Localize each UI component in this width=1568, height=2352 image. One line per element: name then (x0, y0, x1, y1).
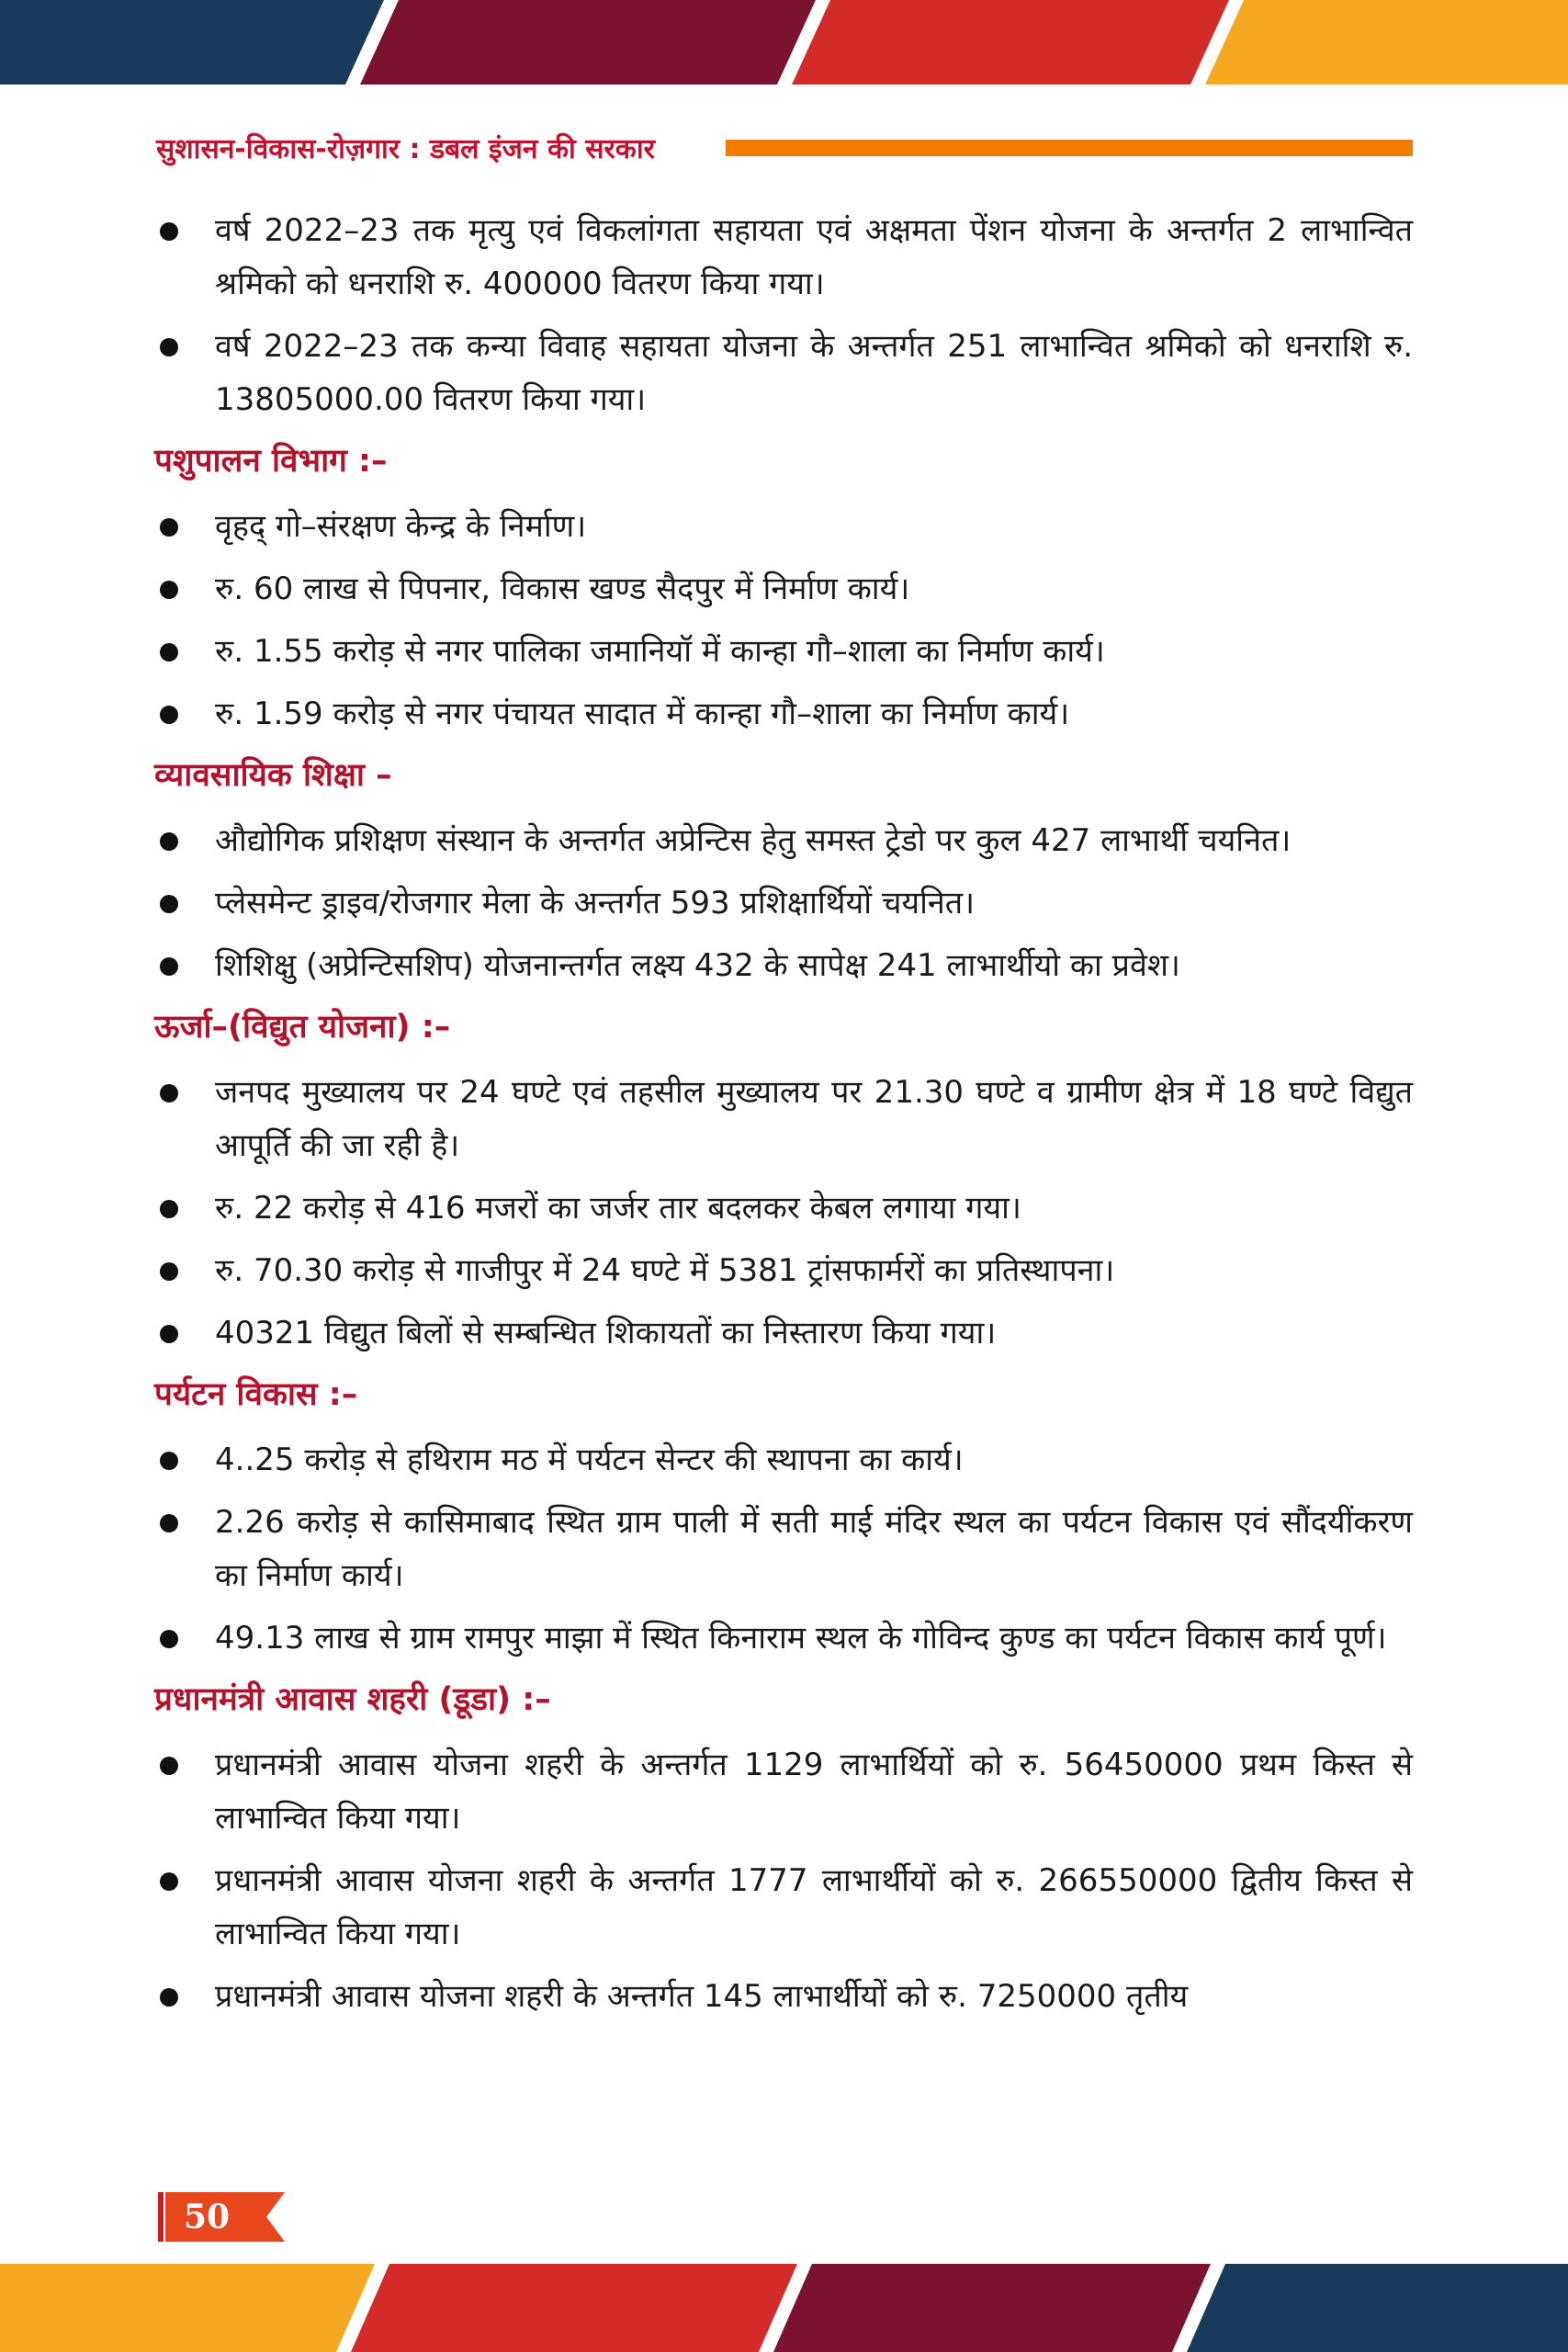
bullet-item (154, 1738, 1413, 1845)
bullet-dot-icon (160, 957, 178, 976)
bullet-dot-icon (160, 706, 178, 724)
bullet-dot-icon (160, 643, 178, 662)
section-heading: प्रधानमंत्री आवास शहरी (डूडा) :– (154, 1681, 551, 1718)
bullet-dot-icon (160, 895, 178, 913)
bullet-text: प्रधानमंत्री आवास योजना शहरी के अन्तर्गत 1129 लाभार्थियों को रु. 56450000 प्रथम किस्त से लाभान्वित किया गया। (215, 1747, 1413, 1837)
bullet-text: रु. 70.30 करोड़ से गाजीपुर में 24 घण्टे में 5381 ट्रांसफार्मरों का प्रतिस्थापना। (215, 1252, 1115, 1289)
running-header (156, 129, 1413, 167)
bullet-dot-icon (160, 1325, 178, 1343)
bullet-dot-icon (160, 1757, 178, 1775)
bullet-dot-icon (160, 1872, 178, 1891)
section-heading: व्यावसायिक शिक्षा – (154, 757, 392, 794)
bullet-text: 4..25 करोड़ से हथिराम मठ में पर्यटन सेन्टर की स्थापना का कार्य। (215, 1442, 964, 1478)
bullet-item (154, 1970, 1413, 2023)
bullet-text: जनपद मुख्यालय पर 24 घण्टे एवं तहसील मुख्यालय पर 21.30 घण्टे व ग्रामीण क्षेत्र में 18 घण्टे विद्युत आपूर्ति की जा रही है। (215, 1074, 1413, 1164)
bullet-dot-icon (160, 222, 178, 241)
bullet-text: रु. 1.59 करोड़ से नगर पंचायत सादात में कान्हा गौ–शाला का निर्माण कार्य। (215, 695, 1070, 732)
bullet-text: रु. 60 लाख से पिपनार, विकास खण्ड सैदपुर में निर्माण कार्य। (215, 571, 910, 607)
bullet-dot-icon (160, 832, 178, 851)
bullet-item (154, 1066, 1413, 1172)
top-decorative-band (0, 0, 1568, 85)
bullet-text: 40321 विद्युत बिलों से सम्बन्धित शिकायतों का निस्तारण किया गया। (215, 1315, 997, 1351)
bullet-item (154, 1306, 1413, 1360)
page-number: 50 (184, 2198, 231, 2236)
bullet-dot-icon (160, 1630, 178, 1648)
bullet-text: प्लेसमेन्ट ड्राइव/रोजगार मेला के अन्तर्गत 593 प्रशिक्षार्थियों चयनित। (215, 885, 976, 922)
bullet-dot-icon (160, 338, 178, 356)
bullet-dot-icon (160, 581, 178, 599)
bullet-item (154, 320, 1413, 426)
bullet-text: औद्योगिक प्रशिक्षण संस्थान के अन्तर्गत अप्रेन्टिस हेतु समस्त ट्रेडो पर कुल 427 लाभार्थी चयनित। (215, 822, 1292, 859)
bullet-item (154, 876, 1413, 930)
bullet-item (154, 625, 1413, 678)
bullet-item (154, 1496, 1413, 1602)
section-heading: पशुपालन विभाग :– (154, 443, 388, 480)
bullet-dot-icon (160, 1262, 178, 1281)
header-rule (726, 140, 1413, 156)
bullet-dot-icon (160, 1084, 178, 1102)
header-title: सुशासन-विकास-रोज़गार : डबल इंजन की सरकार (156, 133, 655, 165)
bullet-text: रु. 22 करोड़ से 416 मजरों का जर्जर तार बदलकर केबल लगाया गया। (215, 1190, 1021, 1227)
bullet-text: प्रधानमंत्री आवास योजना शहरी के अन्तर्गत 145 लाभार्थीयों को रु. 7250000 तृतीय (215, 1978, 1189, 2015)
bullet-text: रु. 1.55 करोड़ से नगर पालिका जमानियॉ में कान्हा गौ–शाला का निर्माण कार्य। (215, 633, 1105, 670)
bullet-text: वृहद् गो–संरक्षण केन्द्र के निर्माण। (215, 508, 587, 545)
bullet-item (154, 814, 1413, 867)
bullet-text: 49.13 लाख से ग्राम रामपुर माझा में स्थित किनाराम स्थल के गोविन्द कुण्ड का पर्यटन विकास कार्य पूर्ण। (215, 1620, 1387, 1657)
bullet-item (154, 1244, 1413, 1297)
bullet-text: शिशिक्षु (अप्रेन्टिसशिप) योजनान्तर्गत लक्ष्य 432 के सापेक्ष 241 लाभार्थीयो का प्रवेश। (215, 947, 1180, 984)
bullet-item (154, 1433, 1413, 1487)
bullet-dot-icon (160, 1452, 178, 1470)
bullet-dot-icon (160, 518, 178, 537)
section-heading: पर्यटन विकास :– (154, 1376, 358, 1413)
bullet-item (154, 1611, 1413, 1665)
page-number-badge (158, 2192, 287, 2242)
bullet-dot-icon (160, 1200, 178, 1218)
bullet-text: वर्ष 2022–23 तक कन्या विवाह सहायता योजना के अन्तर्गत 251 लाभान्वित श्रमिको को धनराशि रु. 13805000.00 वितरण किया गया। (215, 328, 1413, 418)
bullet-text: 2.26 करोड़ से कासिमाबाद स्थित ग्राम पाली में सती माई मंदिर स्थल का पर्यटन विकास एवं सौंदयींकरण का निर्माण कार्य। (215, 1504, 1413, 1594)
bullet-item (154, 204, 1413, 311)
bullet-dot-icon (160, 1514, 178, 1532)
bullet-item (154, 1182, 1413, 1235)
bullet-dot-icon (160, 1988, 178, 2007)
bullet-item (154, 500, 1413, 553)
page-content (154, 204, 1413, 2032)
bullet-item (154, 1854, 1413, 1961)
bullet-item (154, 562, 1413, 616)
bullet-text: प्रधानमंत्री आवास योजना शहरी के अन्तर्गत 1777 लाभार्थीयों को रु. 266550000 द्वितीय किस्त से लाभान्वित किया गया। (215, 1862, 1413, 1952)
bullet-text: वर्ष 2022–23 तक मृत्यु एवं विकलांगता सहायता एवं अक्षमता पेंशन योजना के अन्तर्गत 2 लाभान्वित श्रमिको को धनराशि रु. 400000 वितरण किया गया। (215, 212, 1413, 302)
section-heading: ऊर्जा–(विद्युत योजना) :– (154, 1009, 451, 1046)
bullet-item (154, 687, 1413, 741)
bullet-item (154, 939, 1413, 992)
bottom-decorative-band (0, 2264, 1568, 2352)
